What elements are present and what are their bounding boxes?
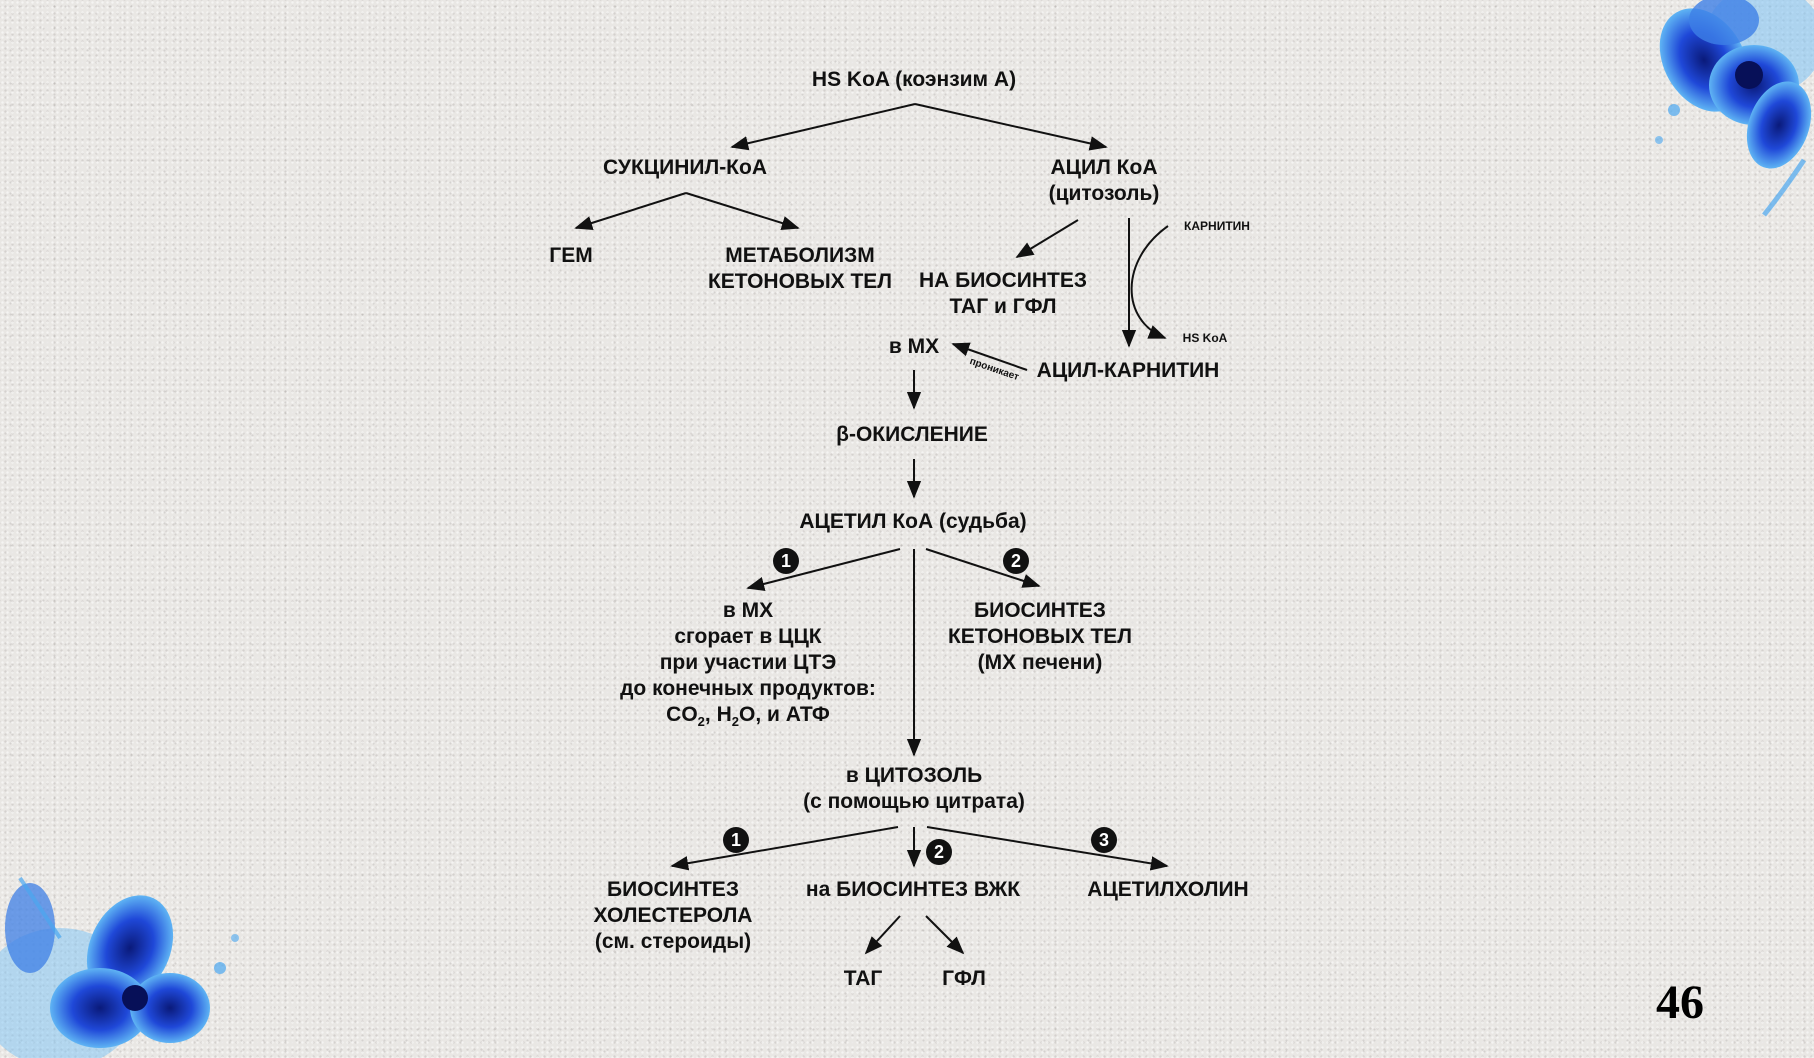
node-acyl-koa [1049, 155, 1160, 207]
badge-3-bottom: 3 [1091, 827, 1117, 853]
node-succinyl-koa: СУКЦИНИЛ-КоА [602, 156, 768, 179]
cytozol-line1: в ЦИТОЗОЛЬ [845, 764, 983, 787]
fate2-line3: (МХ печени) [977, 651, 1103, 674]
node-acyl-koa-line1: АЦИЛ КоА [1050, 156, 1158, 179]
page-number: 46 [1656, 976, 1704, 1029]
node-acyl-koa-line2: (цитозоль) [1048, 182, 1160, 205]
arrow-hskoa-succinyl [732, 104, 915, 147]
arrow-vzhk-tag [866, 916, 900, 953]
fate1-line5-products: $CO_2$, $H_2O$, и АТФ [666, 703, 830, 730]
cholesterol-line3: (см. стероиды) [594, 930, 752, 953]
node-v-cytozol [803, 763, 1025, 815]
fate2-line1: БИОСИНТЕЗ [974, 599, 1106, 622]
arrow-vzhk-gfl [926, 916, 963, 953]
node-beta-oxidation: β-ОКИСЛЕНИЕ [836, 423, 988, 446]
node-acetyl-koa: АЦЕТИЛ КоА (судьба) [799, 510, 1027, 533]
node-acetylcholine: АЦЕТИЛХОЛИН [1087, 878, 1249, 901]
node-gfl: ГФЛ [942, 967, 986, 990]
fate1-line1: в МХ [722, 599, 774, 622]
node-metabolism-ketone [708, 243, 892, 295]
badge-fate-1-top: 1 [773, 548, 799, 574]
label-karnitin: КАРНИТИН [1184, 219, 1250, 233]
arrow-succinyl-metabolism [686, 193, 798, 228]
node-biosynth-line1: НА БИОСИНТЕЗ [918, 269, 1088, 292]
node-metabolism-line2: КЕТОНОВЫХ ТЕЛ [707, 270, 893, 293]
arrow-hskoa-acyl [915, 104, 1106, 147]
arrow-cytozol-acetylcholine [927, 827, 1167, 866]
label-hs-koa-small: HS KoA [1182, 331, 1228, 345]
node-vzhk-biosynth: на БИОСИНТЕЗ ВЖК [805, 878, 1021, 901]
arrow-succinyl-gem [576, 193, 686, 228]
fate2-line2: КЕТОНОВЫХ ТЕЛ [947, 625, 1133, 648]
node-biosynth-tag-gfl [919, 268, 1087, 320]
arrow-cytozol-cholesterol [672, 827, 898, 866]
cholesterol-line1: БИОСИНТЕЗ [607, 878, 739, 901]
node-acyl-karnitin: АЦИЛ-КАРНИТИН [1036, 359, 1220, 382]
node-tag: ТАГ [843, 967, 883, 990]
badge-2-bottom: 2 [926, 839, 952, 865]
node-fate-1-tca [620, 598, 876, 735]
arrow-acyl-biosynth [1017, 220, 1078, 257]
cholesterol-line2: ХОЛЕСТЕРОЛА [593, 904, 753, 927]
node-cholesterol-biosynth [594, 877, 753, 955]
fate1-line3: при участии ЦТЭ [659, 651, 837, 674]
badge-1-bottom: 1 [723, 827, 749, 853]
badge-fate-2-top: 2 [1003, 548, 1029, 574]
arrow-acetyl-fate1 [748, 549, 900, 588]
node-metabolism-line1: МЕТАБОЛИЗМ [725, 244, 875, 267]
fate1-line4: до конечных продуктов: [620, 677, 876, 700]
node-v-mx: в МХ [888, 335, 940, 358]
node-hs-koa: HS KoA (коэнзим А) [811, 68, 1017, 91]
arrow-karnitin-curve [1132, 226, 1168, 338]
node-biosynth-line2: ТАГ и ГФЛ [949, 295, 1057, 318]
fate1-line2: сгорает в ЦЦК [674, 625, 822, 648]
cytozol-line2: (с помощью цитрата) [803, 790, 1025, 813]
node-gem: ГЕМ [549, 244, 593, 267]
label-pronikaet: проникает [968, 355, 1021, 384]
node-fate-2-ketone-biosynth [948, 598, 1132, 676]
